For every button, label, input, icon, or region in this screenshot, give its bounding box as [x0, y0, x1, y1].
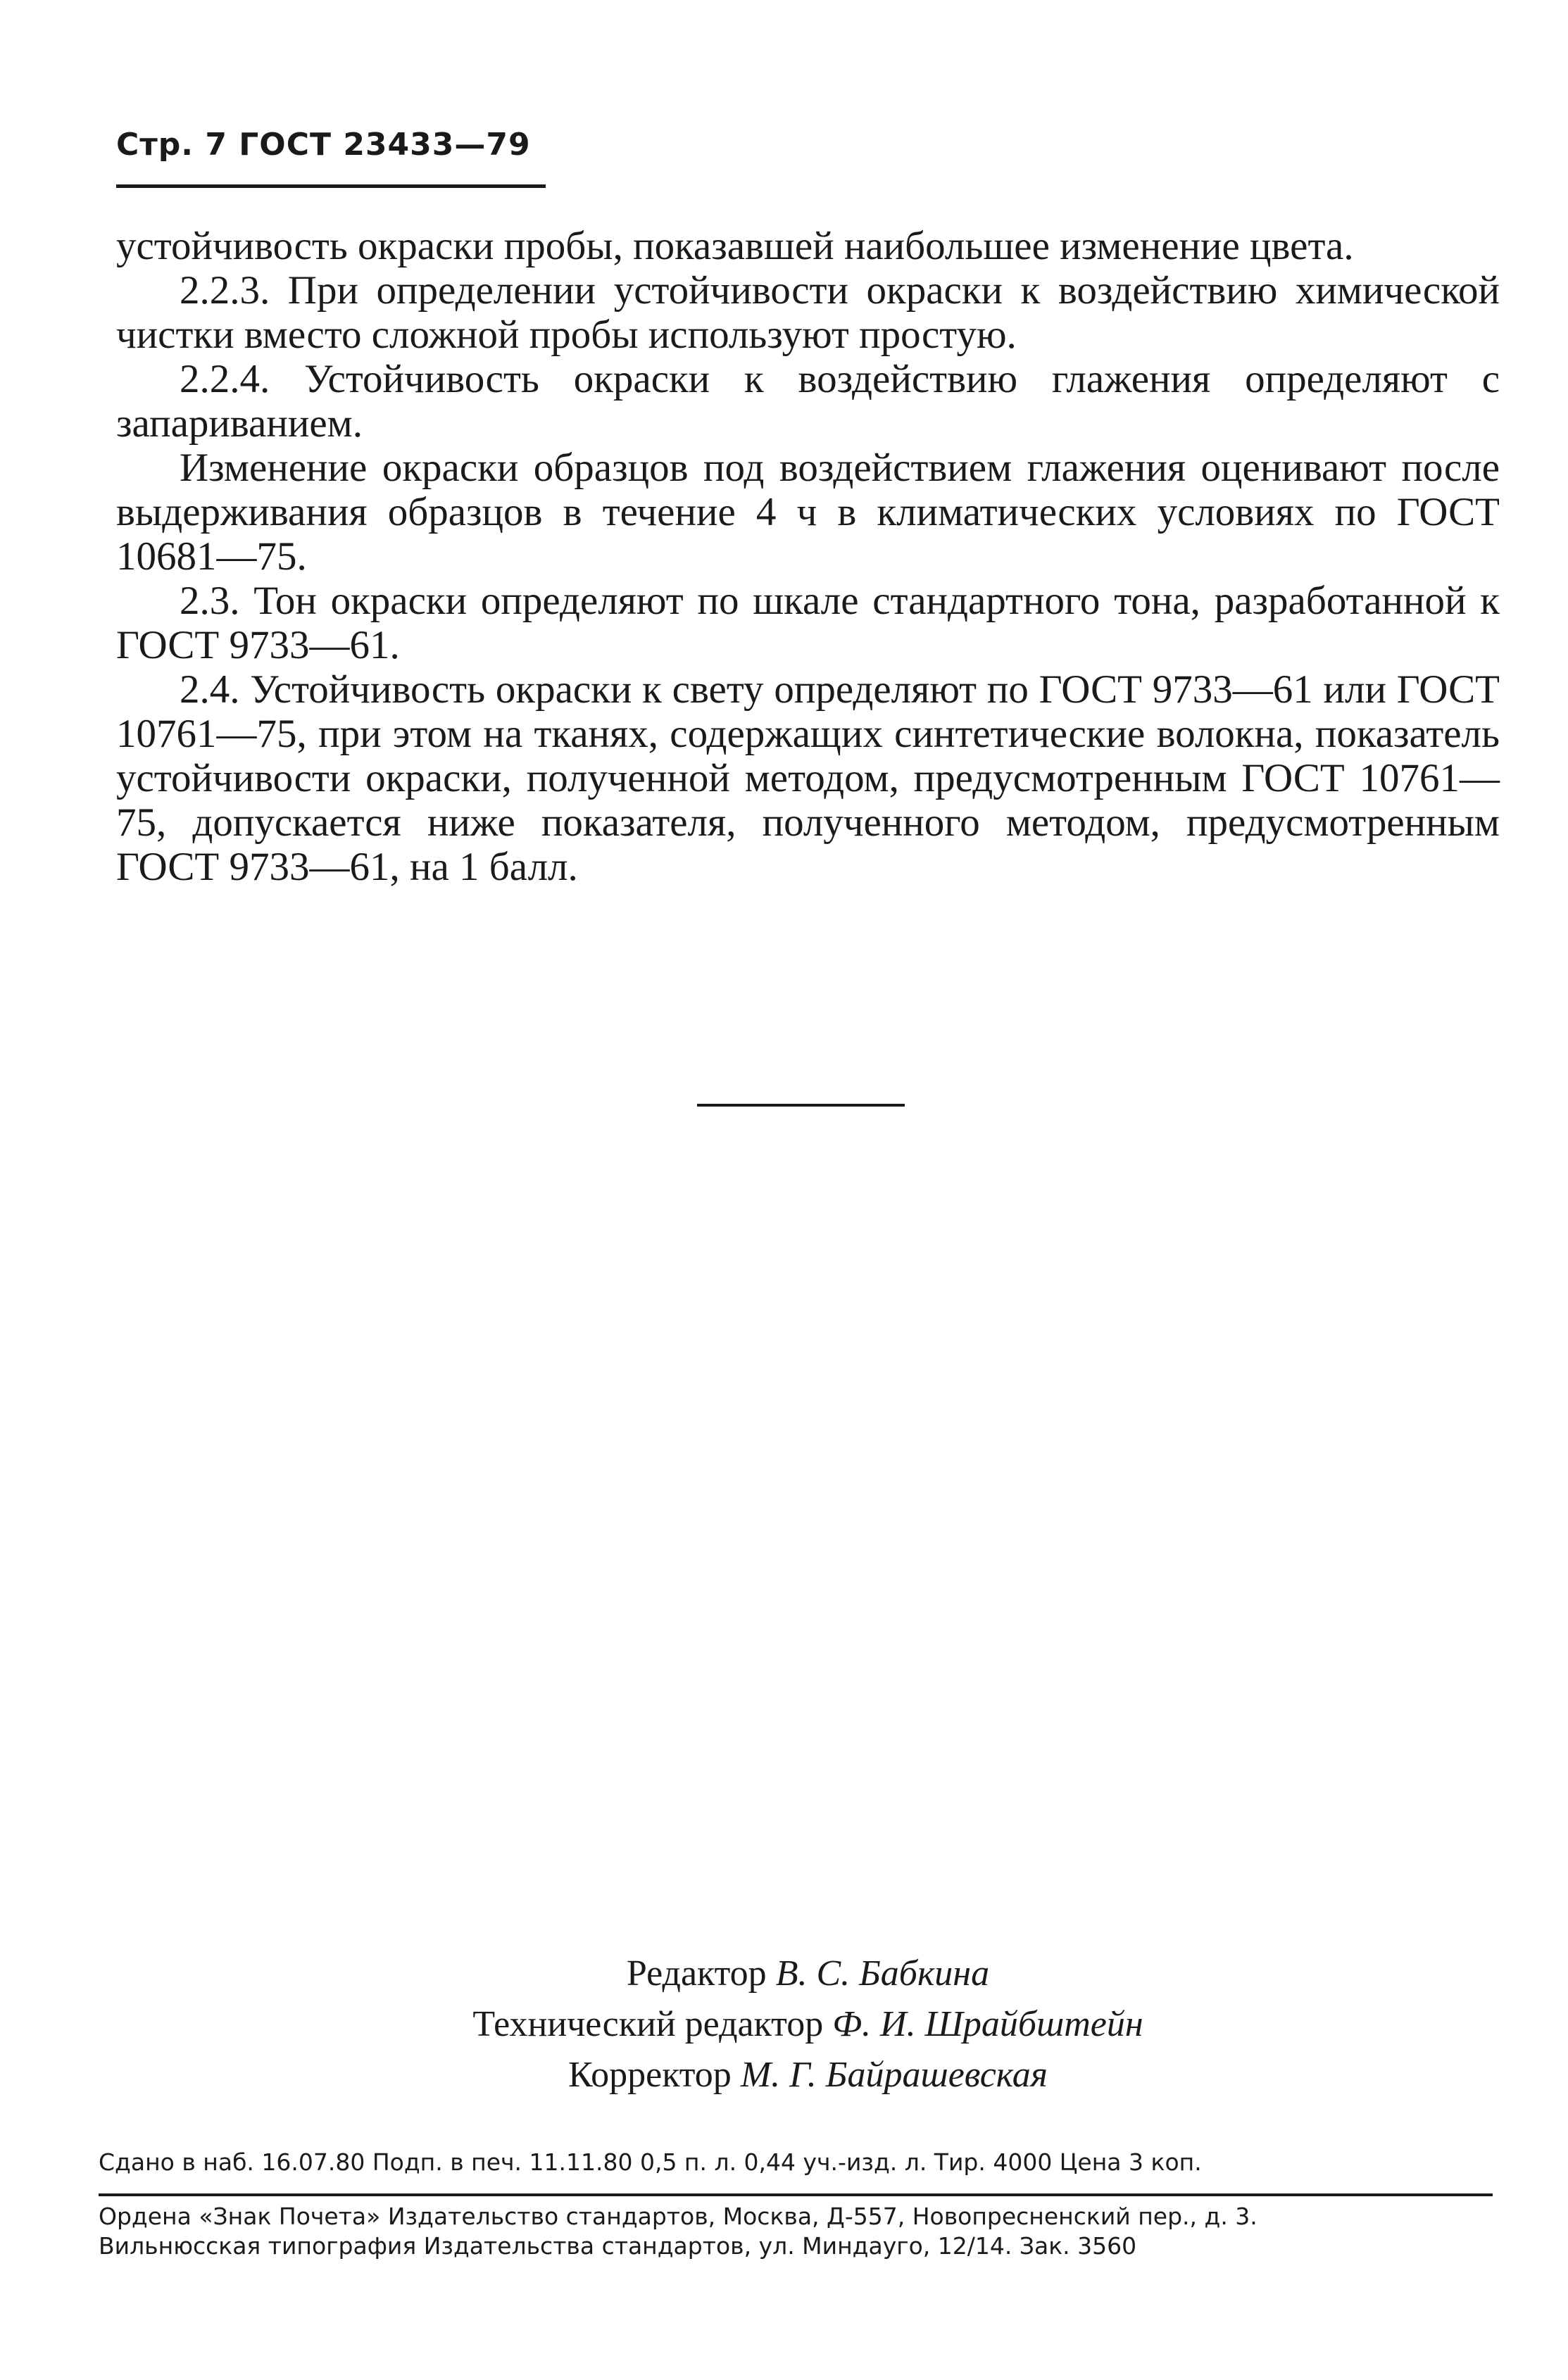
tech-editor-name: Ф. И. Шрайбштейн	[832, 2004, 1143, 2044]
print-imprint: Сдано в наб. 16.07.80 Подп. в печ. 11.11.80 0,5 п. л. 0,44 уч.-изд. л. Тир. 4000 Цена 3 коп.	[99, 2148, 1202, 2176]
credit-corrector	[116, 2050, 1500, 2101]
imprint-rule	[99, 2193, 1493, 2196]
publisher-line-1: Ордена «Знак Почета» Издательство стандартов, Москва, Д-557, Новопресненский пер., д. 3.	[99, 2203, 1257, 2230]
paragraph-continuation: устойчивость окраски пробы, показавшей наибольшее изменение цвета.	[116, 224, 1354, 268]
paragraph-2-3: 2.3. Тон окраски определяют по шкале стандартного тона, разработанной к ГОСТ 9733—61.	[116, 579, 1500, 667]
publisher-info	[99, 2202, 1500, 2261]
credit-editor	[116, 1948, 1500, 1999]
editor-name: В. С. Бабкина	[775, 1953, 990, 1994]
body-text	[116, 224, 1500, 889]
page-header: Стр. 7 ГОСТ 23433—79	[116, 127, 531, 163]
credit-tech-editor	[116, 1999, 1500, 2050]
paragraph-2-2-3: 2.2.3. При определении устойчивости окраски к воздействию химической чистки вместо сложной пробы используют простую.	[116, 268, 1500, 357]
paragraph-2-4: 2.4. Устойчивость окраски к свету определяют по ГОСТ 9733—61 или ГОСТ 10761—75, при этом на тканях, содержащих синтетические волокна, показатель устойчивости окраски, полученной методом, предусмотренным ГОСТ 10761—75, допускается ниже показателя, полученного методом, предусмотренным ГОСТ 9733—61, на 1 балл.	[116, 667, 1500, 889]
corrector-label: Корректор	[568, 2055, 732, 2095]
credits-block	[116, 1948, 1500, 2101]
paragraph-ironing-assessment: Изменение окраски образцов под воздействием глажения оценивают после выдерживания образцов в течение 4 ч в климатических условиях по ГОСТ 10681—75.	[116, 446, 1500, 579]
section-separator	[697, 1104, 905, 1107]
corrector-name: М. Г. Байрашевская	[740, 2055, 1048, 2095]
editor-label: Редактор	[626, 1953, 767, 1994]
header-rule	[116, 184, 546, 188]
tech-editor-label: Технический редактор	[472, 2004, 824, 2044]
paragraph-2-2-4: 2.2.4. Устойчивость окраски к воздействию глажения определяют с запариванием.	[116, 357, 1500, 446]
publisher-line-2: Вильнюсская типография Издательства стандартов, ул. Миндауго, 12/14. Зак. 3560	[99, 2232, 1137, 2260]
